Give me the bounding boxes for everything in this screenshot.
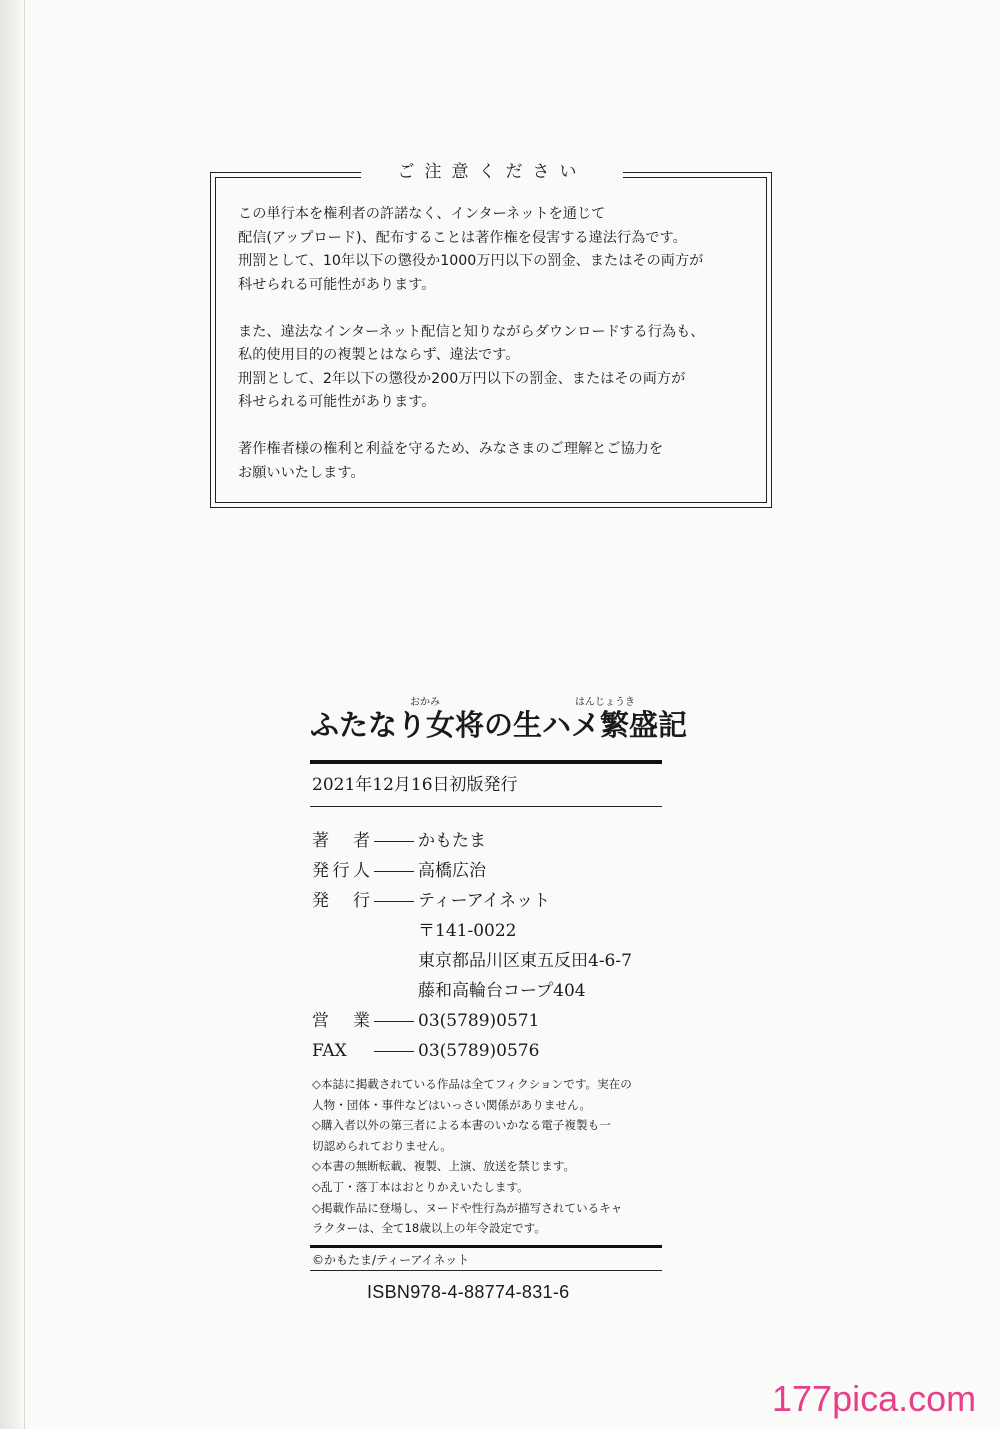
page-edge-line	[24, 0, 25, 1429]
contact-value: 03(5789)0576	[418, 1041, 540, 1061]
address-building: 藤和高輪台コープ404	[418, 981, 586, 1001]
note-line: ◇本書の無断転載、複製、上演、放送を禁じます。	[312, 1159, 576, 1174]
date-rule	[310, 806, 662, 807]
credit-row-publisher-person	[312, 856, 632, 886]
contact-row-sales	[312, 1006, 632, 1036]
dash-rule	[370, 1006, 418, 1036]
notice-title: ご注意ください	[361, 157, 623, 187]
credit-value: ティーアイネット	[418, 891, 551, 911]
isbn-rule	[310, 1270, 662, 1271]
credit-label: 発行人	[312, 861, 370, 881]
dash-rule	[370, 886, 418, 916]
title-rule	[310, 760, 662, 764]
address-postal: 〒141-0022	[418, 921, 517, 941]
book-title: ふたなり女将の生ハメ繁盛記	[310, 708, 688, 742]
title-ruby-hanjouki: はんじょうき	[575, 697, 635, 708]
notice-line: 著作権者様の権利と利益を守るため、みなさまのご理解とご協力を	[238, 441, 664, 457]
title-ruby-okami: おかみ	[410, 697, 440, 708]
note-line: ◇乱丁・落丁本はおとりかえいたします。	[312, 1179, 529, 1194]
publication-date: 2021年12月16日初版発行	[312, 775, 518, 795]
credit-value: 高橋広治	[418, 861, 486, 881]
contact-label: FAX	[312, 1041, 347, 1061]
notice-box	[210, 162, 772, 508]
notice-line: 配信(アップロード)、配布することは著作権を侵害する違法行為です。	[238, 229, 687, 246]
credit-label: 発行	[312, 891, 370, 911]
notice-line: 刑罰として、10年以下の懲役か1000万円以下の罰金、またはその両方が	[238, 253, 704, 269]
copyright-rule	[310, 1245, 662, 1248]
notes-block	[312, 1074, 672, 1239]
note-line: ◇掲載作品に登場し、ヌードや性行為が描写されているキャ	[312, 1200, 623, 1215]
dash-rule	[370, 1036, 418, 1066]
dash-rule	[370, 826, 418, 856]
contact-label: 営業	[312, 1011, 370, 1031]
notice-paragraph	[238, 321, 758, 415]
notice-line: 科せられる可能性があります。	[238, 394, 436, 410]
credit-label: 著者	[312, 831, 370, 851]
notice-text	[238, 203, 758, 509]
note-line: ラクターは、全て18歳以上の年令設定です。	[312, 1221, 546, 1236]
watermark-text: 177pica.com	[772, 1378, 977, 1419]
notice-line: この単行本を権利者の許諾なく、インターネットを通じて	[238, 206, 606, 222]
credit-row-author	[312, 826, 632, 856]
notice-paragraph	[238, 438, 758, 485]
copyright: ©かもたま/ティーアイネット	[312, 1253, 470, 1267]
notice-line: また、違法なインターネット配信と知りながらダウンロードする行為も、	[238, 323, 705, 340]
contact-row-fax	[312, 1036, 632, 1066]
credit-value: かもたま	[418, 831, 486, 851]
contact-value: 03(5789)0571	[418, 1011, 540, 1031]
page-edge-shadow	[0, 0, 22, 1429]
notice-line: お願いいたします。	[238, 464, 365, 481]
note-line: ◇購入者以外の第三者による本書のいかなる電子複製も一	[312, 1118, 611, 1133]
notice-line: 刑罰として、2年以下の懲役か200万円以下の罰金、またはその両方が	[238, 370, 686, 387]
dash-rule	[370, 856, 418, 886]
note-line: 人物・団体・事件などはいっさい関係がありません。	[312, 1097, 591, 1112]
notice-paragraph	[238, 203, 758, 297]
address-street: 東京都品川区東五反田4-6-7	[418, 951, 632, 971]
notice-line: 科せられる可能性があります。	[238, 276, 436, 293]
credits-block	[312, 826, 632, 1066]
note-line: 切認められておりません。	[312, 1138, 452, 1153]
credit-row-publisher	[312, 886, 632, 916]
isbn: ISBN978-4-88774-831-6	[367, 1282, 570, 1302]
note-line: ◇本誌に掲載されている作品は全てフィクションです。実在の	[312, 1077, 632, 1091]
notice-line: 私的使用目的の複製とはならず、違法です。	[238, 347, 520, 363]
